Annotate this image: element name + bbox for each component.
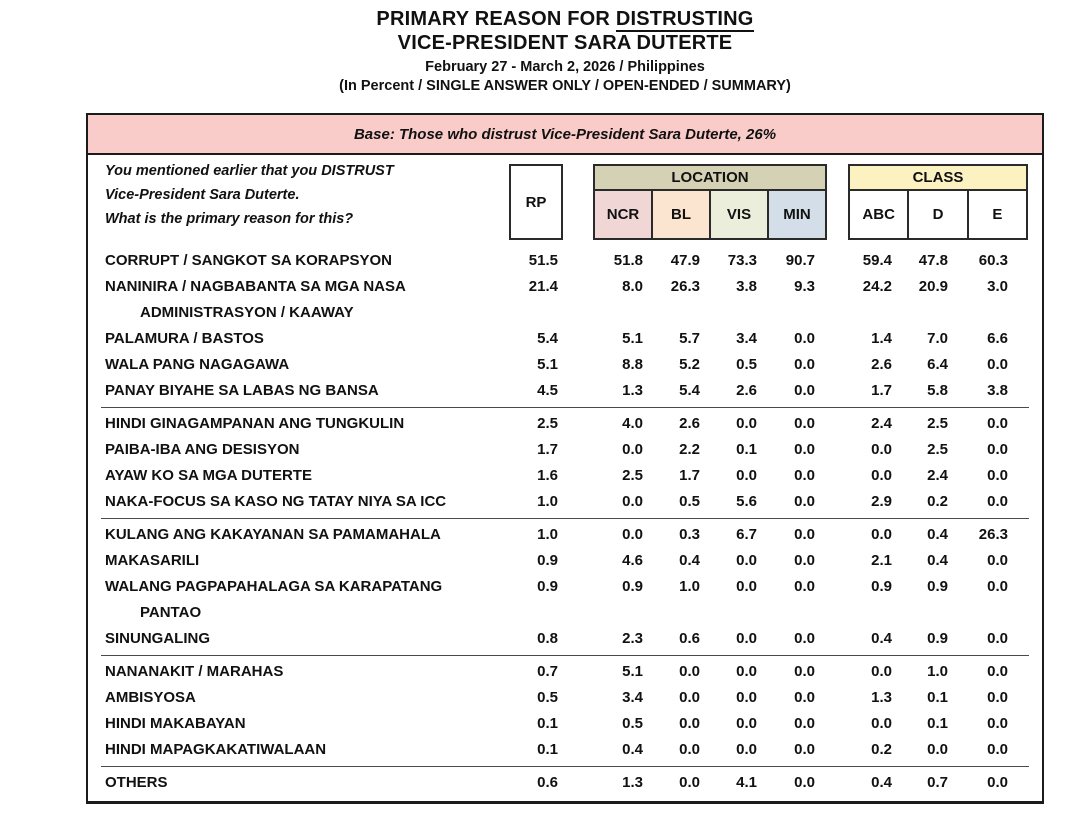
value-min: 0.0 bbox=[794, 467, 815, 484]
value-vis: 0.0 bbox=[736, 741, 757, 758]
value-e: 0.0 bbox=[987, 356, 1008, 373]
value-vis: 3.8 bbox=[736, 278, 757, 295]
value-e: 6.6 bbox=[987, 330, 1008, 347]
value-ncr: 2.3 bbox=[622, 630, 643, 647]
value-bl: 0.0 bbox=[679, 663, 700, 680]
row-label: PAIBA-IBA ANG DESISYON bbox=[105, 441, 300, 458]
value-abc: 0.0 bbox=[871, 441, 892, 458]
value-vis: 4.1 bbox=[736, 774, 757, 791]
value-bl: 0.6 bbox=[679, 630, 700, 647]
value-rp: 1.6 bbox=[537, 467, 558, 484]
value-d: 0.1 bbox=[927, 689, 948, 706]
value-e: 0.0 bbox=[987, 689, 1008, 706]
column-header-min: MIN bbox=[769, 191, 825, 238]
survey-question-line2: Vice-President Sara Duterte. bbox=[105, 187, 300, 203]
value-d: 0.4 bbox=[927, 526, 948, 543]
value-rp: 1.7 bbox=[537, 441, 558, 458]
column-header-e: E bbox=[969, 191, 1026, 238]
column-header-bl: BL bbox=[653, 191, 711, 238]
value-ncr: 0.0 bbox=[622, 526, 643, 543]
table-row bbox=[88, 248, 1042, 274]
value-vis: 0.0 bbox=[736, 467, 757, 484]
row-main-line bbox=[88, 437, 1042, 463]
value-e: 0.0 bbox=[987, 552, 1008, 569]
value-rp: 1.0 bbox=[537, 493, 558, 510]
row-main-line bbox=[88, 522, 1042, 548]
value-e: 60.3 bbox=[978, 252, 1008, 269]
value-abc: 1.4 bbox=[871, 330, 892, 347]
value-d: 0.7 bbox=[927, 774, 948, 791]
row-group-separator bbox=[101, 518, 1029, 519]
row-main-line bbox=[88, 770, 1042, 796]
row-continuation-line bbox=[88, 600, 1042, 626]
value-abc: 0.4 bbox=[871, 774, 892, 791]
table-row bbox=[88, 711, 1042, 737]
row-main-line bbox=[88, 626, 1042, 652]
value-bl: 2.2 bbox=[679, 441, 700, 458]
value-bl: 0.0 bbox=[679, 741, 700, 758]
row-main-line bbox=[88, 489, 1042, 515]
value-bl: 0.5 bbox=[679, 493, 700, 510]
value-vis: 0.0 bbox=[736, 689, 757, 706]
value-vis: 2.6 bbox=[736, 382, 757, 399]
value-ncr: 3.4 bbox=[622, 689, 643, 706]
value-bl: 26.3 bbox=[670, 278, 700, 295]
value-abc: 2.1 bbox=[871, 552, 892, 569]
value-e: 0.0 bbox=[987, 415, 1008, 432]
class-subcolumns bbox=[850, 191, 1026, 238]
value-abc: 1.3 bbox=[871, 689, 892, 706]
value-ncr: 1.3 bbox=[622, 382, 643, 399]
value-abc: 0.0 bbox=[871, 467, 892, 484]
table-body bbox=[88, 248, 1042, 796]
row-label: HINDI MAPAGKAKATIWALAAN bbox=[105, 741, 327, 758]
value-rp: 5.4 bbox=[537, 330, 558, 347]
row-label: AMBISYOSA bbox=[105, 689, 196, 706]
value-vis: 0.0 bbox=[736, 663, 757, 680]
page-title-line2: VICE-PRESIDENT SARA DUTERTE bbox=[397, 32, 733, 54]
table-row bbox=[88, 352, 1042, 378]
row-main-line bbox=[88, 463, 1042, 489]
survey-method-note: (In Percent / SINGLE ANSWER ONLY / OPEN-ENDED / SUMMARY) bbox=[339, 78, 791, 94]
survey-date-subtitle: February 27 - March 2, 2026 / Philippines bbox=[425, 59, 705, 75]
value-bl: 2.6 bbox=[679, 415, 700, 432]
row-label: OTHERS bbox=[105, 774, 168, 791]
value-rp: 0.1 bbox=[537, 715, 558, 732]
value-e: 3.8 bbox=[987, 382, 1008, 399]
value-abc: 0.0 bbox=[871, 715, 892, 732]
value-abc: 0.9 bbox=[871, 578, 892, 595]
value-ncr: 2.5 bbox=[622, 467, 643, 484]
value-rp: 1.0 bbox=[537, 526, 558, 543]
location-subcolumns bbox=[595, 191, 825, 238]
page-title-block bbox=[86, 7, 1044, 96]
row-label: PANTAO bbox=[140, 604, 202, 621]
value-bl: 1.7 bbox=[679, 467, 700, 484]
value-abc: 1.7 bbox=[871, 382, 892, 399]
value-d: 0.4 bbox=[927, 552, 948, 569]
value-abc: 59.4 bbox=[862, 252, 892, 269]
value-vis: 0.0 bbox=[736, 415, 757, 432]
value-d: 5.8 bbox=[927, 382, 948, 399]
table-row bbox=[88, 770, 1042, 796]
location-column-group bbox=[593, 164, 827, 240]
value-e: 0.0 bbox=[987, 663, 1008, 680]
survey-question-line3: What is the primary reason for this? bbox=[105, 211, 354, 227]
value-ncr: 8.8 bbox=[622, 356, 643, 373]
value-ncr: 8.0 bbox=[622, 278, 643, 295]
value-rp: 21.4 bbox=[528, 278, 558, 295]
row-label: PALAMURA / BASTOS bbox=[105, 330, 264, 347]
table-row bbox=[88, 378, 1042, 404]
value-abc: 2.9 bbox=[871, 493, 892, 510]
value-ncr: 5.1 bbox=[622, 663, 643, 680]
value-min: 0.0 bbox=[794, 774, 815, 791]
survey-question bbox=[105, 159, 394, 231]
value-bl: 5.2 bbox=[679, 356, 700, 373]
table-row bbox=[88, 685, 1042, 711]
value-bl: 5.4 bbox=[679, 382, 700, 399]
value-bl: 0.0 bbox=[679, 715, 700, 732]
value-e: 0.0 bbox=[987, 493, 1008, 510]
value-rp: 0.7 bbox=[537, 663, 558, 680]
value-ncr: 4.0 bbox=[622, 415, 643, 432]
value-bl: 47.9 bbox=[670, 252, 700, 269]
table-row bbox=[88, 437, 1042, 463]
value-ncr: 0.0 bbox=[622, 493, 643, 510]
row-label: NANANAKIT / MARAHAS bbox=[105, 663, 284, 680]
value-bl: 0.3 bbox=[679, 526, 700, 543]
value-d: 6.4 bbox=[927, 356, 948, 373]
value-vis: 0.0 bbox=[736, 630, 757, 647]
table-header-zone bbox=[88, 155, 1042, 248]
value-e: 3.0 bbox=[987, 278, 1008, 295]
row-main-line bbox=[88, 248, 1042, 274]
row-label: AYAW KO SA MGA DUTERTE bbox=[105, 467, 312, 484]
value-min: 0.0 bbox=[794, 493, 815, 510]
value-e: 0.0 bbox=[987, 741, 1008, 758]
value-abc: 0.2 bbox=[871, 741, 892, 758]
value-min: 90.7 bbox=[785, 252, 815, 269]
value-bl: 0.0 bbox=[679, 689, 700, 706]
value-min: 9.3 bbox=[794, 278, 815, 295]
value-d: 20.9 bbox=[918, 278, 948, 295]
row-main-line bbox=[88, 378, 1042, 404]
table-row bbox=[88, 463, 1042, 489]
value-min: 0.0 bbox=[794, 715, 815, 732]
column-header-rp: RP bbox=[509, 164, 563, 240]
value-d: 47.8 bbox=[918, 252, 948, 269]
row-label: WALANG PAGPAPAHALAGA SA KARAPATANG bbox=[105, 578, 443, 595]
value-rp: 0.6 bbox=[537, 774, 558, 791]
row-group-separator bbox=[101, 766, 1029, 767]
value-e: 0.0 bbox=[987, 578, 1008, 595]
title-prefix: PRIMARY REASON FOR bbox=[376, 8, 616, 30]
base-note-row: Base: Those who distrust Vice-President Sara Duterte, 26% bbox=[88, 115, 1042, 155]
row-main-line bbox=[88, 659, 1042, 685]
value-d: 7.0 bbox=[927, 330, 948, 347]
value-min: 0.0 bbox=[794, 356, 815, 373]
value-min: 0.0 bbox=[794, 415, 815, 432]
value-min: 0.0 bbox=[794, 526, 815, 543]
value-d: 1.0 bbox=[927, 663, 948, 680]
row-main-line bbox=[88, 352, 1042, 378]
row-group-separator bbox=[101, 655, 1029, 656]
column-header-ncr: NCR bbox=[595, 191, 653, 238]
value-d: 0.9 bbox=[927, 630, 948, 647]
row-main-line bbox=[88, 711, 1042, 737]
value-vis: 0.0 bbox=[736, 715, 757, 732]
title-underlined-word: DISTRUSTING bbox=[615, 8, 754, 30]
value-min: 0.0 bbox=[794, 382, 815, 399]
value-min: 0.0 bbox=[794, 689, 815, 706]
value-rp: 4.5 bbox=[537, 382, 558, 399]
value-min: 0.0 bbox=[794, 578, 815, 595]
survey-results-table bbox=[86, 113, 1044, 804]
row-label: KULANG ANG KAKAYANAN SA PAMAMAHALA bbox=[105, 526, 441, 543]
value-vis: 0.1 bbox=[736, 441, 757, 458]
value-e: 0.0 bbox=[987, 441, 1008, 458]
value-rp: 2.5 bbox=[537, 415, 558, 432]
row-main-line bbox=[88, 274, 1042, 300]
row-label: ADMINISTRASYON / KAAWAY bbox=[140, 304, 354, 321]
location-group-header: LOCATION bbox=[595, 166, 825, 191]
table-row bbox=[88, 274, 1042, 326]
value-rp: 0.9 bbox=[537, 578, 558, 595]
value-e: 0.0 bbox=[987, 630, 1008, 647]
value-e: 26.3 bbox=[978, 526, 1008, 543]
table-row bbox=[88, 626, 1042, 652]
value-vis: 6.7 bbox=[736, 526, 757, 543]
row-label: CORRUPT / SANGKOT SA KORAPSYON bbox=[105, 252, 392, 269]
value-ncr: 51.8 bbox=[613, 252, 643, 269]
table-row bbox=[88, 574, 1042, 626]
value-ncr: 5.1 bbox=[622, 330, 643, 347]
row-main-line bbox=[88, 548, 1042, 574]
page-title-line1 bbox=[86, 7, 1044, 31]
value-min: 0.0 bbox=[794, 330, 815, 347]
value-rp: 0.1 bbox=[537, 741, 558, 758]
value-ncr: 4.6 bbox=[622, 552, 643, 569]
row-label: HINDI GINAGAMPANAN ANG TUNGKULIN bbox=[105, 415, 405, 432]
survey-question-line1: You mentioned earlier that you DISTRUST bbox=[105, 163, 394, 179]
value-vis: 73.3 bbox=[727, 252, 757, 269]
table-row bbox=[88, 737, 1042, 763]
row-continuation-line bbox=[88, 300, 1042, 326]
value-min: 0.0 bbox=[794, 741, 815, 758]
value-ncr: 0.5 bbox=[622, 715, 643, 732]
column-header-abc: ABC bbox=[850, 191, 909, 238]
row-label: HINDI MAKABAYAN bbox=[105, 715, 246, 732]
table-row bbox=[88, 659, 1042, 685]
value-rp: 51.5 bbox=[528, 252, 558, 269]
value-d: 0.0 bbox=[927, 741, 948, 758]
value-e: 0.0 bbox=[987, 467, 1008, 484]
value-bl: 0.0 bbox=[679, 774, 700, 791]
row-label: SINUNGALING bbox=[105, 630, 210, 647]
value-rp: 0.9 bbox=[537, 552, 558, 569]
value-bl: 1.0 bbox=[679, 578, 700, 595]
value-rp: 0.8 bbox=[537, 630, 558, 647]
row-label: MAKASARILI bbox=[105, 552, 200, 569]
value-abc: 0.0 bbox=[871, 663, 892, 680]
value-min: 0.0 bbox=[794, 663, 815, 680]
value-abc: 2.6 bbox=[871, 356, 892, 373]
column-header-vis: VIS bbox=[711, 191, 769, 238]
value-min: 0.0 bbox=[794, 441, 815, 458]
value-vis: 0.5 bbox=[736, 356, 757, 373]
value-abc: 24.2 bbox=[862, 278, 892, 295]
row-main-line bbox=[88, 685, 1042, 711]
column-header-d: D bbox=[909, 191, 968, 238]
value-ncr: 1.3 bbox=[622, 774, 643, 791]
value-vis: 0.0 bbox=[736, 552, 757, 569]
value-ncr: 0.9 bbox=[622, 578, 643, 595]
value-min: 0.0 bbox=[794, 630, 815, 647]
value-vis: 0.0 bbox=[736, 578, 757, 595]
class-column-group bbox=[848, 164, 1028, 240]
value-min: 0.0 bbox=[794, 552, 815, 569]
row-main-line bbox=[88, 737, 1042, 763]
value-vis: 5.6 bbox=[736, 493, 757, 510]
value-vis: 3.4 bbox=[736, 330, 757, 347]
value-e: 0.0 bbox=[987, 774, 1008, 791]
table-row bbox=[88, 411, 1042, 437]
row-label: WALA PANG NAGAGAWA bbox=[105, 356, 290, 373]
value-bl: 0.4 bbox=[679, 552, 700, 569]
row-main-line bbox=[88, 574, 1042, 600]
row-label: PANAY BIYAHE SA LABAS NG BANSA bbox=[105, 382, 379, 399]
value-abc: 2.4 bbox=[871, 415, 892, 432]
value-d: 0.1 bbox=[927, 715, 948, 732]
table-row bbox=[88, 489, 1042, 515]
value-ncr: 0.4 bbox=[622, 741, 643, 758]
value-d: 2.4 bbox=[927, 467, 948, 484]
value-abc: 0.4 bbox=[871, 630, 892, 647]
row-group-separator bbox=[101, 407, 1029, 408]
table-row bbox=[88, 326, 1042, 352]
table-row bbox=[88, 522, 1042, 548]
value-abc: 0.0 bbox=[871, 526, 892, 543]
value-d: 0.9 bbox=[927, 578, 948, 595]
row-main-line bbox=[88, 326, 1042, 352]
table-row bbox=[88, 548, 1042, 574]
value-d: 0.2 bbox=[927, 493, 948, 510]
value-d: 2.5 bbox=[927, 441, 948, 458]
class-group-header: CLASS bbox=[850, 166, 1026, 191]
value-bl: 5.7 bbox=[679, 330, 700, 347]
value-e: 0.0 bbox=[987, 715, 1008, 732]
value-rp: 0.5 bbox=[537, 689, 558, 706]
value-ncr: 0.0 bbox=[622, 441, 643, 458]
row-label: NANINIRA / NAGBABANTA SA MGA NASA bbox=[105, 278, 406, 295]
row-label: NAKA-FOCUS SA KASO NG TATAY NIYA SA ICC bbox=[105, 493, 447, 510]
row-main-line bbox=[88, 411, 1042, 437]
value-d: 2.5 bbox=[927, 415, 948, 432]
value-rp: 5.1 bbox=[537, 356, 558, 373]
